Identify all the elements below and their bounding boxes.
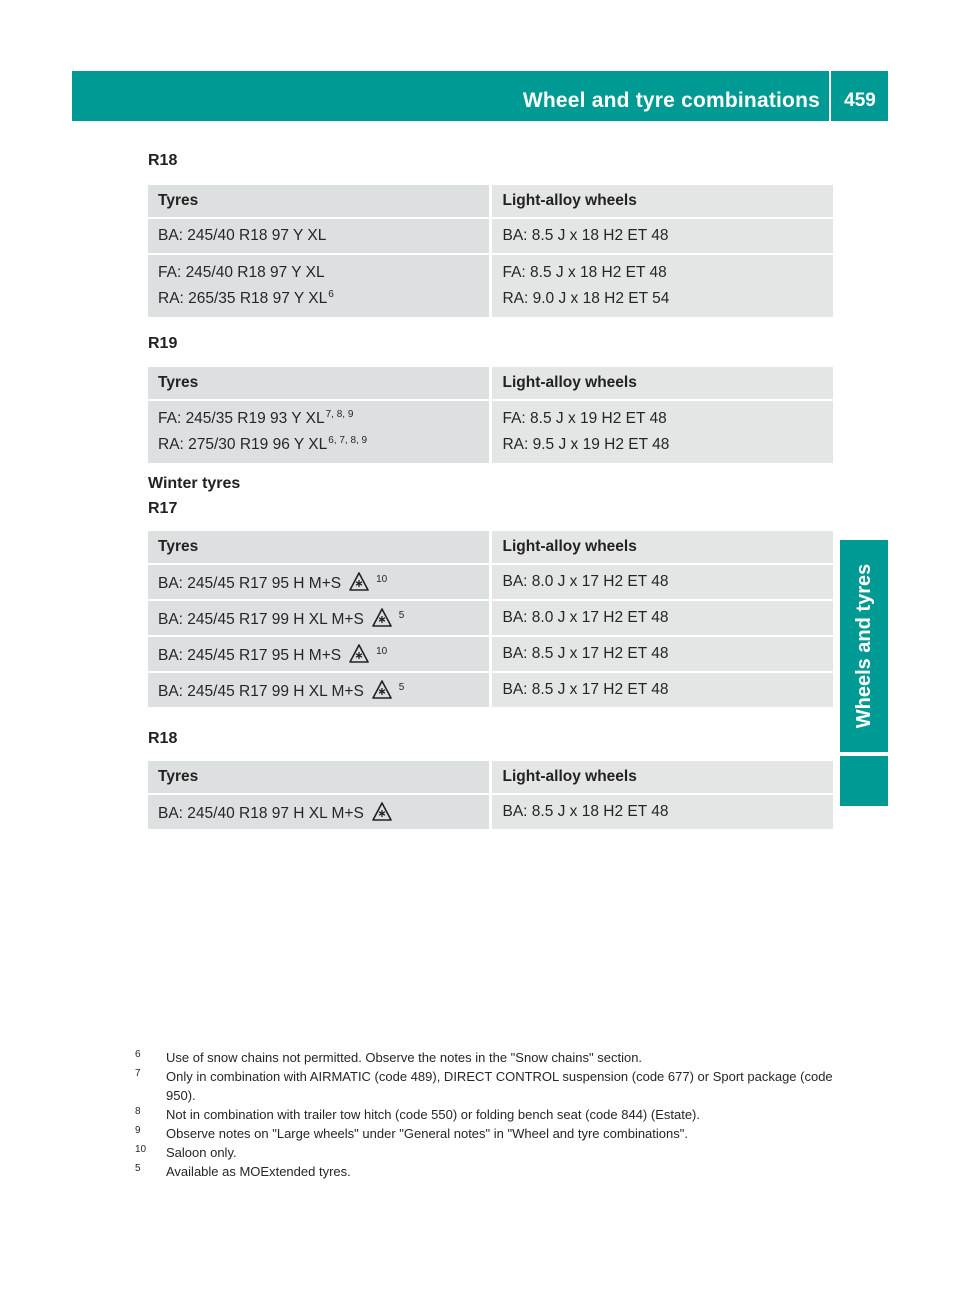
tyre-cell: BA: 245/40 R18 97 Y XL: [148, 219, 489, 253]
footnote-number: 8: [135, 1106, 141, 1117]
table-row: [148, 795, 833, 829]
table-row: [148, 255, 833, 317]
footnote-ref: 5: [398, 609, 405, 621]
footnote-number: 9: [135, 1125, 141, 1136]
table-header-row: [148, 367, 833, 399]
column-header-wheels: Light-alloy wheels: [489, 185, 833, 217]
snowflake-mountain-icon: [372, 608, 392, 628]
column-header-wheels: Light-alloy wheels: [489, 367, 833, 399]
table-winter-r17: [148, 529, 833, 709]
tyre-front-axle: FA: 245/35 R19 93 Y XL$^{7, 8, 9}$: [158, 409, 354, 427]
footnote-text: Observe notes on "Large wheels" under "General notes" in "Wheel and tyre combinations".: [166, 1126, 688, 1141]
table-row: [148, 601, 833, 635]
wheel-cell: BA: 8.0 J x 17 H2 ET 48: [489, 601, 833, 635]
page-header: [72, 71, 888, 121]
table-row: [148, 673, 833, 707]
wheel-front-axle: FA: 8.5 J x 19 H2 ET 48: [502, 410, 667, 427]
section-title-r18: R18: [148, 152, 178, 169]
footnote-number: 6: [135, 1049, 141, 1060]
section-title-r19: R19: [148, 335, 178, 352]
table-row: [148, 637, 833, 671]
table-header-row: [148, 531, 833, 563]
table-header-row: [148, 761, 833, 793]
section-title-r17: R17: [148, 500, 178, 517]
footnote-ref: 7, 8, 9: [325, 409, 354, 420]
column-header-tyres: Tyres: [148, 367, 489, 399]
footnote: [135, 1067, 840, 1105]
column-header-tyres: Tyres: [148, 185, 489, 217]
tyre-rear-axle: RA: 265/35 R18 97 Y $XL^6$: [158, 289, 334, 307]
chapter-side-tab: [840, 540, 888, 752]
footnote-number: 10: [135, 1144, 147, 1155]
wheel-cell: BA: 8.5 J x 17 H2 ET 48: [489, 673, 833, 707]
column-header-wheels: Light-alloy wheels: [489, 761, 833, 793]
wheel-cell: BA: 8.5 J x 18 H2 ET 48: [489, 219, 833, 253]
footnote-text: Only in combination with AIRMATIC (code 489), DIRECT CONTROL suspension (code 677) or Sport package (code 950).: [166, 1069, 833, 1103]
footnote-ref: 10: [376, 573, 388, 585]
tyre-cell: BA: 245/45 R17 99 H XL M+S $^5$: [148, 601, 489, 635]
footnote-ref: 5: [398, 681, 405, 693]
wheel-cell: BA: 8.5 J x 17 H2 ET 48: [489, 637, 833, 671]
header-title: Wheel and tyre combinations: [522, 89, 820, 112]
footnote-number: 7: [135, 1068, 141, 1079]
wheel-cell: [489, 255, 833, 317]
footnote-text: Not in combination with trailer tow hitch (code 550) or folding bench seat (code 844) (Estate).: [166, 1107, 700, 1122]
footnote: [135, 1048, 840, 1067]
header-divider: [829, 71, 831, 121]
wheel-cell: BA: 8.5 J x 18 H2 ET 48: [489, 795, 833, 829]
footnote-number: 5: [135, 1163, 141, 1174]
table-header-row: [148, 185, 833, 217]
column-header-wheels: Light-alloy wheels: [489, 531, 833, 563]
snowflake-mountain-icon: [372, 802, 392, 822]
footnotes: [135, 1048, 840, 1181]
snowflake-mountain-icon: [372, 680, 392, 700]
table-r18: [148, 183, 833, 319]
wheel-cell: [489, 401, 833, 463]
table-winter-r18: [148, 759, 833, 831]
tyre-cell: [148, 401, 489, 463]
wheel-rear-axle: RA: 9.5 J x 19 H2 ET 48: [502, 436, 670, 453]
page-number: 459: [844, 90, 876, 111]
wheel-front-axle: FA: 8.5 J x 18 H2 ET 48: [502, 264, 667, 281]
column-header-tyres: Tyres: [148, 761, 489, 793]
footnote-ref: 6: [328, 289, 334, 300]
section-title-winter-tyres: Winter tyres: [148, 475, 241, 492]
tyre-front-axle: FA: 245/40 R18 97 Y XL: [158, 264, 325, 281]
chapter-marker: [840, 756, 888, 806]
table-row: [148, 219, 833, 253]
footnote-text: Available as MOExtended tyres.: [166, 1164, 351, 1179]
footnote: [135, 1143, 840, 1162]
snowflake-mountain-icon: [349, 572, 369, 592]
footnote: [135, 1162, 840, 1181]
footnote-ref: 6, 7, 8, 9: [328, 435, 368, 446]
wheel-rear-axle: RA: 9.0 J x 18 H2 ET 54: [502, 290, 670, 307]
table-row: [148, 401, 833, 463]
footnote-text: Saloon only.: [166, 1145, 237, 1160]
tyre-cell: BA: 245/40 R18 97 H XL M+S: [148, 795, 489, 829]
snowflake-mountain-icon: [349, 644, 369, 664]
table-row: [148, 565, 833, 599]
tyre-cell: BA: 245/45 R17 95 H M+S $^{10}$: [148, 637, 489, 671]
table-r19: [148, 365, 833, 465]
footnote-ref: 10: [376, 645, 388, 657]
section-title-winter-r18: R18: [148, 730, 178, 747]
footnote: [135, 1105, 840, 1124]
chapter-side-tab-label: Wheels and tyres: [853, 563, 875, 729]
tyre-cell: BA: 245/45 R17 99 H XL M+S $^5$: [148, 673, 489, 707]
tyre-cell: [148, 255, 489, 317]
tyre-cell: BA: 245/45 R17 95 H M+S $^{10}$: [148, 565, 489, 599]
footnote-text: Use of snow chains not permitted. Observe the notes in the "Snow chains" section.: [166, 1050, 643, 1065]
footnote: [135, 1124, 840, 1143]
column-header-tyres: Tyres: [148, 531, 489, 563]
wheel-cell: BA: 8.0 J x 17 H2 ET 48: [489, 565, 833, 599]
tyre-rear-axle: RA: 275/30 R19 96 Y XL$^{6, 7, 8, 9}$: [158, 435, 368, 453]
